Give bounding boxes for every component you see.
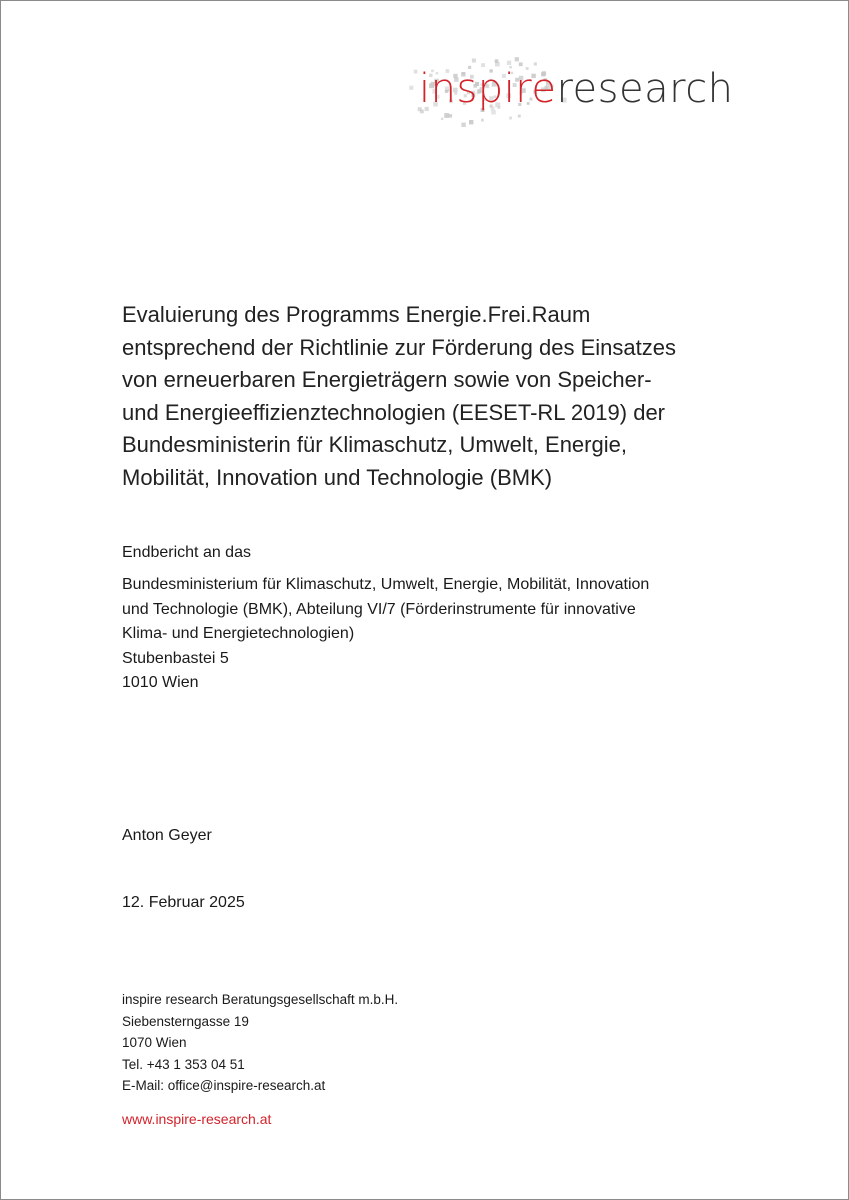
- recipient-line: Bundesministerium für Klimaschutz, Umwelt, Energie, Mobilität, Innovation: [122, 576, 650, 593]
- recipient-line: Stubenbastei 5: [122, 649, 229, 667]
- recipient-address: [122, 573, 742, 696]
- recipient-intro: Endbericht an das: [122, 544, 251, 561]
- title-line: Mobilität, Innovation und Technologie (BMK): [122, 464, 553, 490]
- logo-dot: [409, 86, 413, 90]
- logo-dot: [441, 118, 444, 121]
- recipient-block: [122, 541, 742, 696]
- logo-dot: [472, 59, 476, 63]
- report-title: [122, 299, 742, 494]
- recipient-line: 1010 Wien: [122, 674, 199, 691]
- recipient-line: Klima- und Energietechnologien): [122, 625, 355, 642]
- recipient-line: und Technologie (BMK), Abteilung VI/7 (Förderinstrumente für innovative: [122, 600, 636, 618]
- company-logo: [397, 49, 734, 129]
- logo-dot: [515, 57, 519, 61]
- title-line: von erneuerbaren Energieträgern sowie von Speicher-: [122, 367, 652, 392]
- title-line: und Energieeffizienztechnologien (EESET-RL 2019) der: [122, 399, 666, 425]
- logo-dot: [414, 70, 418, 74]
- logo-dot: [469, 120, 473, 124]
- logo-wordmark: [419, 65, 734, 113]
- logo-dot: [518, 115, 521, 118]
- company-line: 1070 Wien: [122, 1035, 187, 1050]
- logo-dot: [461, 123, 465, 127]
- logo-dot: [509, 117, 512, 120]
- logo-dot: [481, 119, 484, 122]
- title-line: Evaluierung des Programms Energie.Frei.Raum: [122, 302, 591, 327]
- title-line: Bundesministerin für Klimaschutz, Umwelt, Energie,: [122, 432, 627, 457]
- company-email: E-Mail: office@inspire-research.at: [122, 1078, 326, 1093]
- website-link[interactable]: www.inspire-research.at: [122, 1111, 272, 1127]
- logo-dot: [444, 113, 449, 118]
- logo-inspire-text: inspire: [419, 66, 557, 112]
- company-address: [122, 989, 398, 1097]
- report-date: 12. Februar 2025: [122, 894, 245, 911]
- company-line: Siebensterngasse 19: [122, 1013, 249, 1029]
- logo-dot: [449, 114, 453, 118]
- company-line: inspire research Beratungsgesellschaft m.b.H.: [122, 992, 399, 1007]
- company-phone: Tel. +43 1 353 04 51: [122, 1056, 245, 1072]
- title-line: entsprechend der Richtlinie zur Förderung des Einsatzes: [122, 334, 676, 360]
- logo-research-text: research: [556, 66, 734, 112]
- author-name: Anton Geyer: [122, 827, 212, 844]
